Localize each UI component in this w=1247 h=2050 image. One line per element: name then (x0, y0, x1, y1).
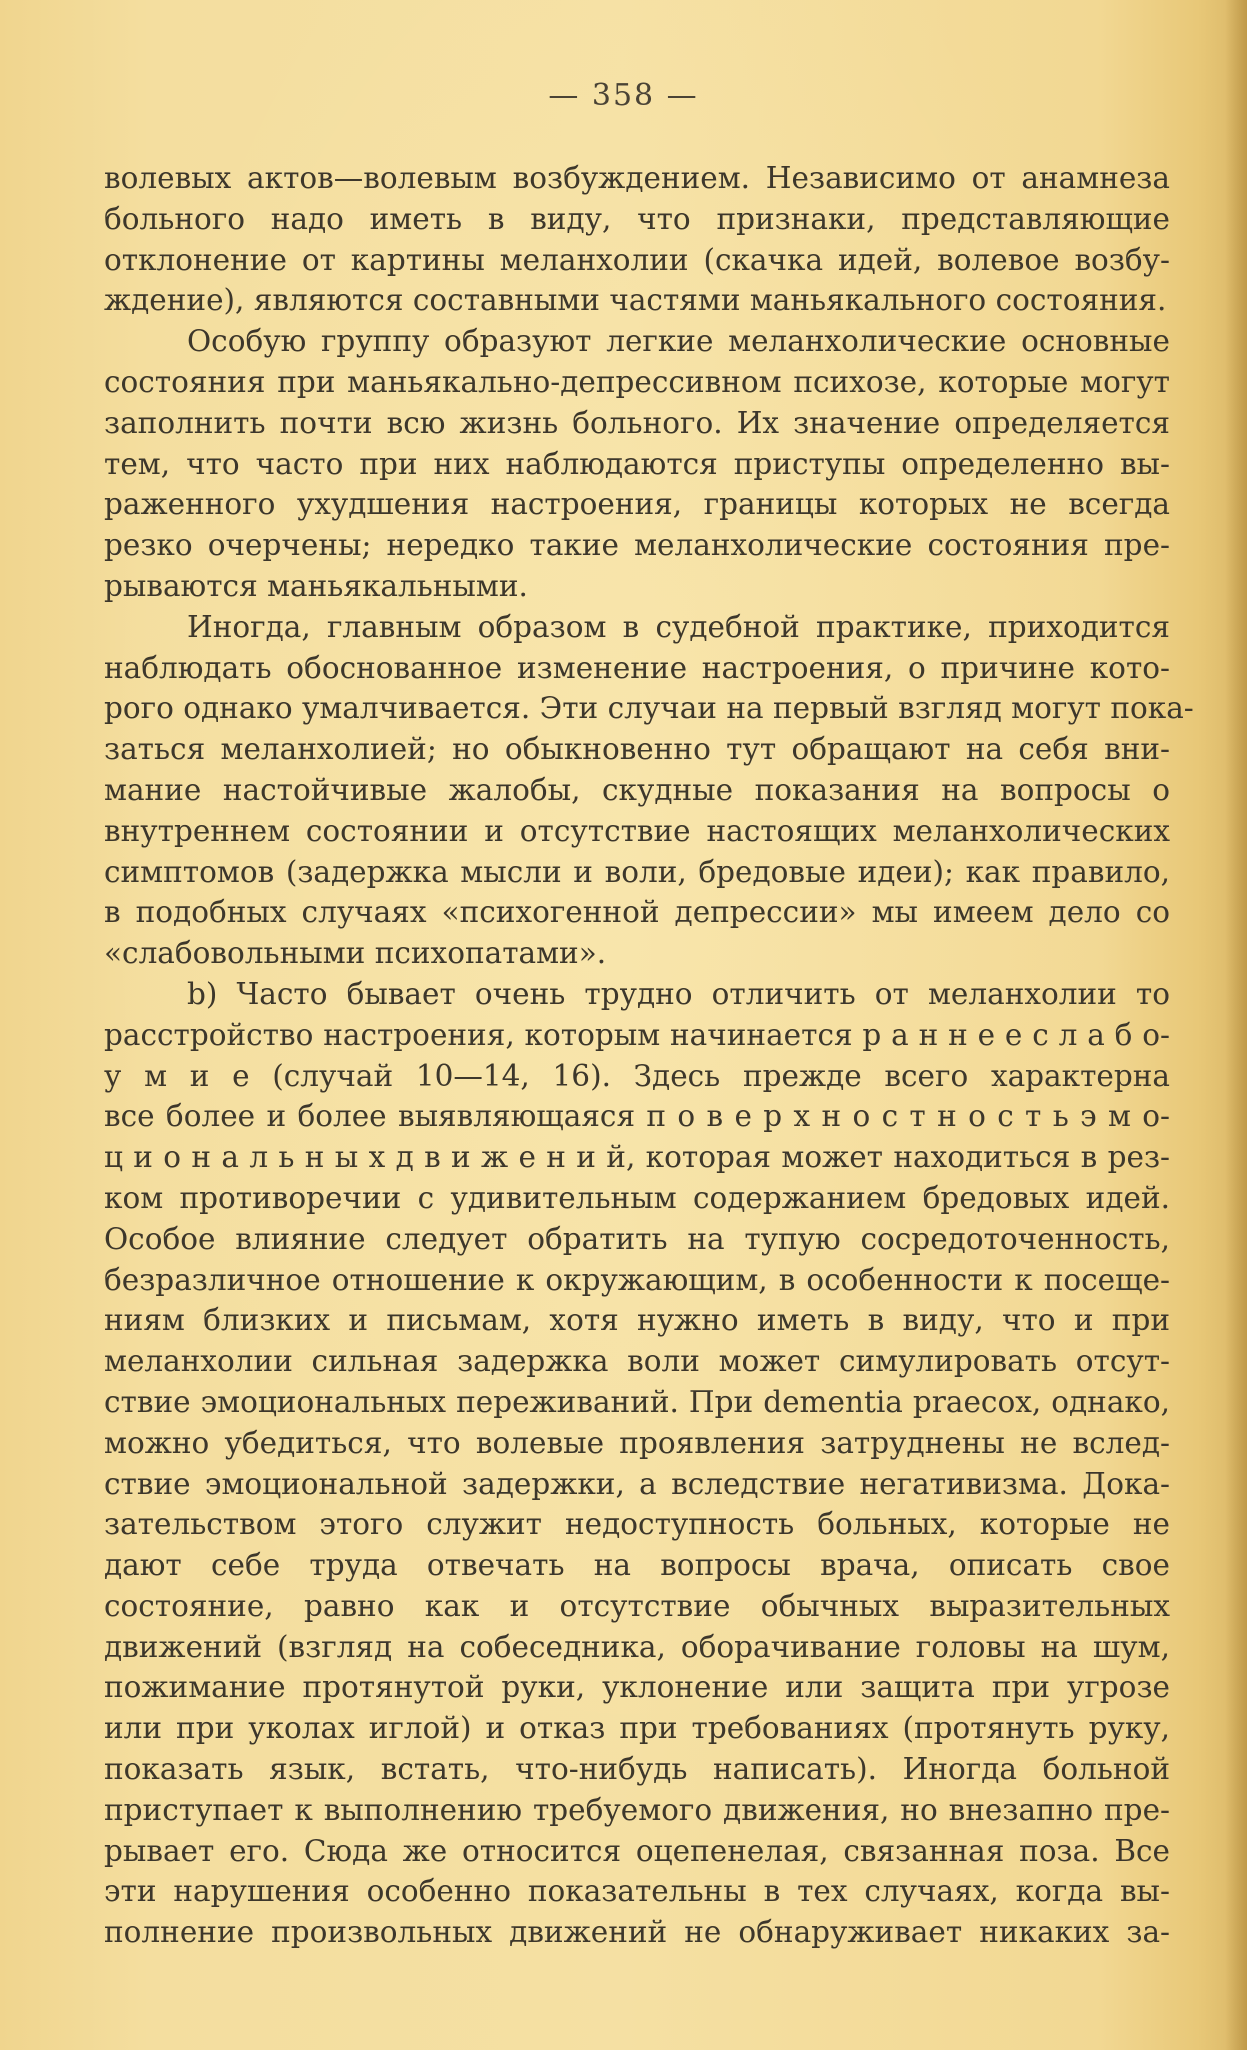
text-line: внутреннем состоянии и отсутствие настоящих меланхолических (104, 813, 1170, 848)
text-line: ствие эмоциональных переживаний. При dementia praecox, однако, (104, 1384, 1170, 1419)
text-line: рывает его. Сюда же относится оцепенелая, связанная поза. Все (104, 1833, 1170, 1868)
text-line: мание настойчивые жалобы, скудные показания на вопросы о (104, 772, 1170, 807)
text-line: «слабовольными психопатами». (104, 936, 607, 971)
text-line: или при уколах иглой) и отказ при требованиях (протянуть руку, (104, 1711, 1170, 1746)
text-line: пожимание протянутой руки, уклонение или защита при угрозе (104, 1670, 1170, 1705)
text-line: показать язык, встать, что-нибудь написать). Иногда больной (104, 1752, 1170, 1787)
text-line: ц и о н а л ь н ы х д в и ж е н и й, которая может находиться в рез- (104, 1140, 1170, 1175)
text-line: можно убедиться, что волевые проявления затруднены не вслед- (104, 1425, 1170, 1460)
text-line: больного надо иметь в виду, что признаки, представляющие (104, 201, 1170, 236)
page-edge-shadow (1225, 0, 1247, 2050)
text-line: заполнить почти всю жизнь больного. Их значение определяется (104, 405, 1170, 440)
text-line: состояние, равно как и отсутствие обычных выразительных (104, 1588, 1170, 1623)
text-line: движений (взгляд на собеседника, оборачивание головы на шум, (104, 1629, 1170, 1664)
text-line: заться меланхолией; но обыкновенно тут обращают на себя вни- (104, 732, 1170, 767)
text-line: ждение), являются составными частями маньякального состояния. (104, 283, 1167, 318)
text-line: приступает к выполнению требуемого движения, но внезапно пре- (104, 1792, 1170, 1827)
page-number: — 358 — (548, 78, 699, 113)
text-line: у м и е (случай 10—14, 16). Здесь прежде всего характерна (104, 1058, 1170, 1093)
text-line: безразличное отношение к окружающим, в особенности к посеще- (104, 1262, 1170, 1297)
text-line: тем, что часто при них наблюдаются приступы определенно вы- (104, 446, 1170, 481)
text-line: волевых актов—волевым возбуждением. Независимо от анамнеза (104, 161, 1170, 195)
text-line: дают себе труда отвечать на вопросы врача, описать свое (104, 1548, 1170, 1583)
text-line: расстройство настроения, которым начинается р а н н е е с л а б о- (104, 1017, 1170, 1052)
text-line: Особую группу образуют легкие меланхолические основные (187, 324, 1170, 359)
text-line: отклонение от картины меланхолии (скачка идей, волевое возбу- (104, 242, 1170, 277)
text-line: зательством этого служит недоступность больных, которые не (104, 1507, 1170, 1542)
text-line: симптомов (задержка мысли и воли, бредовые идеи); как правило, (104, 854, 1170, 889)
text-line: резко очерчены; нередко такие меланхолические состояния пре- (104, 528, 1170, 563)
text-line: наблюдать обоснованное изменение настроения, о причине кото- (104, 650, 1170, 685)
text-line: ствие эмоциональной задержки, а вследствие негативизма. Дока- (104, 1466, 1170, 1501)
text-line: рываются маньякальными. (104, 568, 528, 603)
text-line: эти нарушения особенно показательны в тех случаях, когда вы- (104, 1874, 1170, 1909)
text-line: рого однако умалчивается. Эти случаи на первый взгляд могут пока- (104, 691, 1194, 726)
text-line: полнение произвольных движений не обнаруживает никаких за- (104, 1915, 1170, 1950)
text-line: Иногда, главным образом в судебной практике, приходится (187, 609, 1170, 644)
text-line: все более и более выявляющаяся п о в е р х н о с т н о с т ь э м о- (104, 1099, 1170, 1134)
text-line: b) Часто бывает очень трудно отличить от меланхолии то (187, 976, 1170, 1011)
text-line: меланхолии сильная задержка воли может симулировать отсут- (104, 1344, 1170, 1379)
text-line: ниям близких и письмам, хотя нужно иметь в виду, что и при (104, 1303, 1170, 1338)
text-line: ком противоречии с удивительным содержанием бредовых идей. (104, 1180, 1170, 1215)
body-text (104, 158, 1194, 1953)
text-line: раженного ухудшения настроения, границы которых не всегда (104, 487, 1170, 522)
text-line: Особое влияние следует обратить на тупую сосредоточенность, (104, 1221, 1170, 1256)
text-line: в подобных случаях «психогенной депрессии» мы имеем дело со (104, 895, 1170, 930)
text-line: состояния при маньякально-депрессивном психозе, которые могут (104, 364, 1170, 399)
